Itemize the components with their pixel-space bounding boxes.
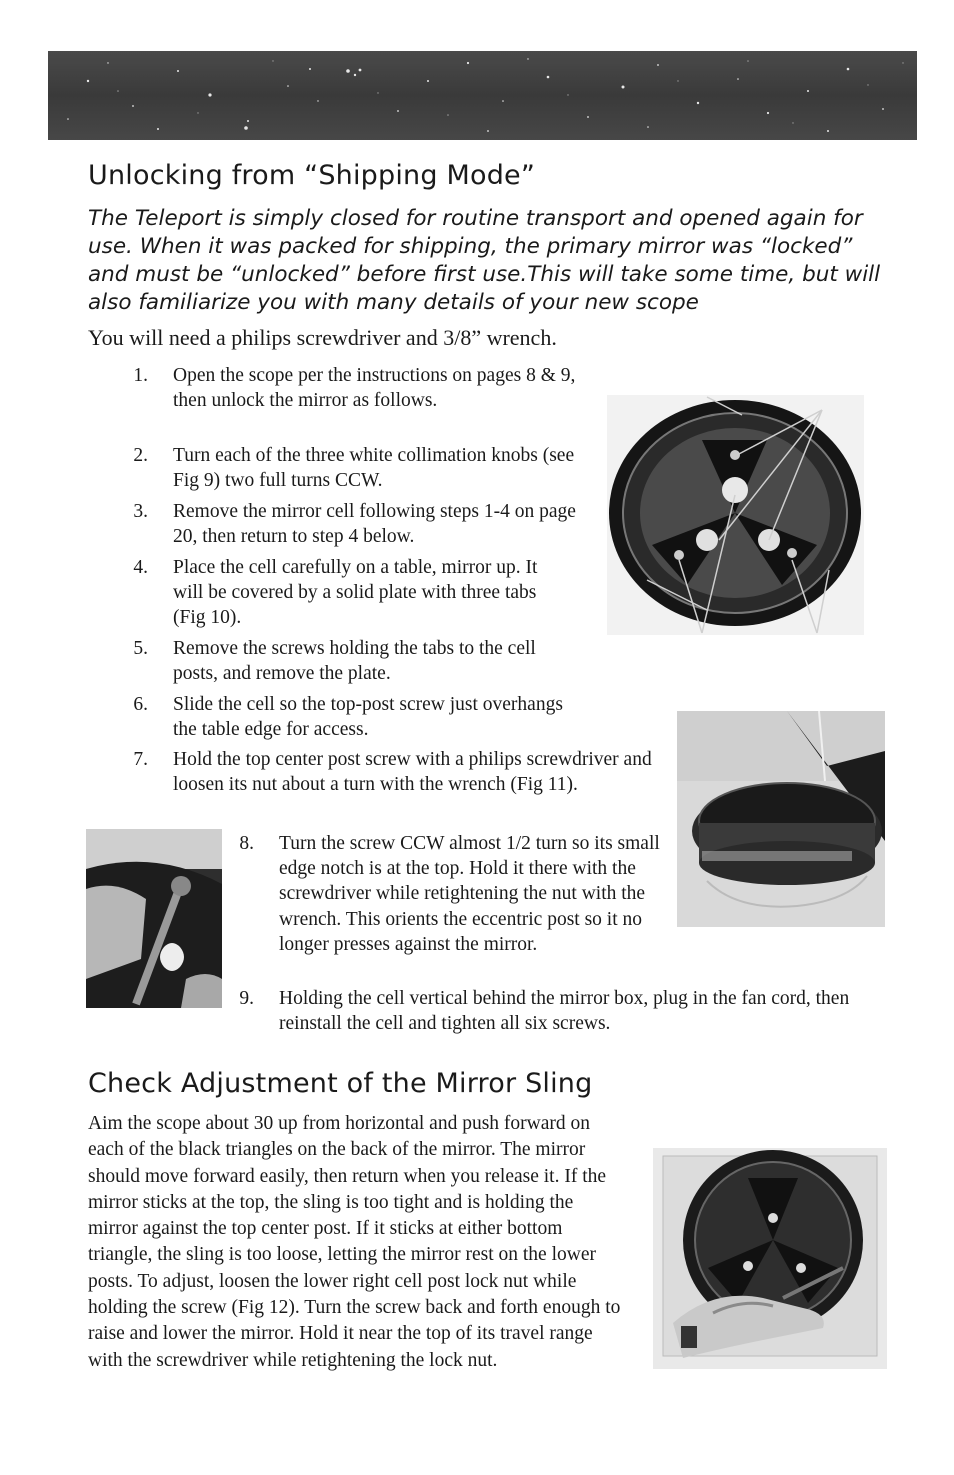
step-text: Remove the screws holding the tabs to the cell posts, and remove the plate. bbox=[173, 638, 536, 685]
step-text: Slide the cell so the top-post screw just overhangs the table edge for access. bbox=[173, 694, 563, 741]
step-number: 7. bbox=[133, 749, 148, 770]
step-text: Turn each of the three white collimation knobs (see Fig 9) two full turns CCW. bbox=[173, 445, 575, 492]
list-item-step-2 bbox=[118, 443, 598, 495]
step-number: 4. bbox=[133, 557, 148, 578]
step-text: Hold the top center post screw with a philips screwdriver and loosen its nut about a turn with the wrench (Fig 11). bbox=[173, 749, 652, 796]
step-text: Open the scope per the instructions on pages 8 & 9, then unlock the mirror as follows. bbox=[173, 365, 576, 412]
cell-on-table-photo bbox=[677, 711, 885, 927]
screwdriver-post-closeup-photo bbox=[86, 829, 222, 1008]
step-text: Place the cell carefully on a table, mirror up. It will be covered by a solid plate with three tabs (Fig 10). bbox=[173, 557, 538, 629]
list-item-step-3 bbox=[118, 499, 598, 551]
step-number: 1. bbox=[133, 365, 148, 386]
step-text: Remove the mirror cell following steps 1-4 on page 20, then return to step 4 below. bbox=[173, 501, 576, 548]
intro-paragraph: The Teleport is simply closed for routine transport and opened again for use. When it was packed for shipping, the primary mirror was “locked” and must be “unlocked” before first use.This will take some time, but will also familiarize you with many details of your new scope bbox=[88, 206, 881, 315]
list-item-step-5 bbox=[118, 636, 598, 688]
step-number: 3. bbox=[133, 501, 148, 522]
step-number: 8. bbox=[239, 833, 254, 854]
step-number: 6. bbox=[133, 694, 148, 715]
section-title-unlocking: Unlocking from “Shipping Mode” bbox=[88, 160, 536, 191]
mirror-sling-paragraph: Aim the scope about 30 up from horizontal and push forward on each of the black triangles on the back of the mirror. The mirror should move forward easily, then return when you release it. If the mirror sticks at the top, the sling is too tight and is holding the mirror against the top center post. If it sticks at either bottom triangle, the sling is too loose, letting the mirror rest on the lower posts. To adjust, loosen the lower right cell post lock nut while holding the screw (Fig 12). Turn the screw back and forth enough to raise and lower the mirror. Hold it near the top of its travel range with the screwdriver while retightening the lock nut. bbox=[88, 1113, 621, 1371]
step-number: 5. bbox=[133, 638, 148, 659]
list-item-step-6 bbox=[118, 692, 598, 744]
step-text: Holding the cell vertical behind the mirror box, plug in the fan cord, then reinstall the cell and tighten all six screws. bbox=[279, 988, 850, 1035]
list-item-step-9 bbox=[224, 986, 884, 1038]
tools-needed-text: You will need a philips screwdriver and 3/8” wrench. bbox=[88, 325, 557, 350]
list-item-step-4 bbox=[118, 555, 598, 631]
sling-adjustment-photo bbox=[653, 1148, 887, 1369]
step-number: 2. bbox=[133, 445, 148, 466]
step-number: 9. bbox=[239, 988, 254, 1009]
header-star-banner bbox=[48, 51, 917, 140]
list-item-step-7 bbox=[118, 747, 668, 823]
step-text: Turn the screw CCW almost 1/2 turn so its small edge notch is at the top. Hold it there with the screwdriver while retightening the nut with the wrench. This orients the eccentric post so it no longer presses against the mirror. bbox=[279, 833, 660, 955]
list-item-step-1 bbox=[118, 363, 598, 439]
list-item-step-8 bbox=[224, 831, 664, 983]
section-title-mirror-sling: Check Adjustment of the Mirror Sling bbox=[88, 1068, 593, 1099]
mirror-cell-photo bbox=[607, 395, 864, 635]
star-field-graphic bbox=[48, 51, 917, 140]
